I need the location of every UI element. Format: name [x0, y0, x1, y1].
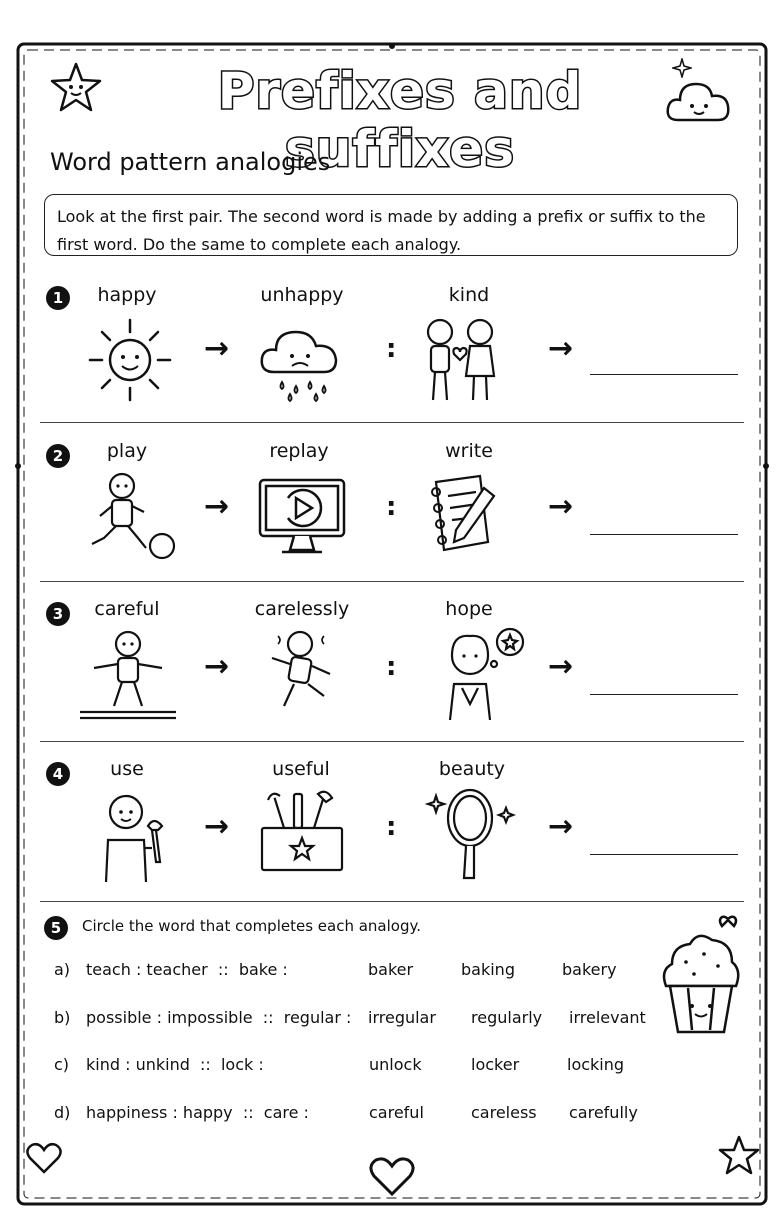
analogy-colon: : — [386, 334, 397, 364]
word-1: play — [106, 440, 148, 462]
item-letter: c) — [54, 1055, 70, 1074]
question-number: 5 — [44, 916, 68, 940]
arrow-icon: → — [204, 809, 230, 844]
answer-blank[interactable] — [590, 374, 738, 375]
girl-balancing-icon — [80, 626, 176, 722]
option-word[interactable]: careless — [471, 1103, 537, 1122]
rain-cloud-icon — [254, 310, 350, 406]
item-letter: b) — [54, 1008, 71, 1027]
option-word[interactable]: locker — [471, 1055, 520, 1074]
option-word[interactable]: baker — [368, 960, 414, 979]
word-2: unhappy — [260, 284, 344, 306]
option-word[interactable]: locking — [567, 1055, 625, 1074]
item-prompt: kind : unkind :: lock : — [86, 1055, 264, 1074]
item-letter: a) — [54, 960, 71, 979]
boy-kicking-ball-icon — [84, 468, 180, 564]
heart-icon — [368, 1154, 416, 1198]
word-3: kind — [448, 284, 490, 306]
girl-hoping-icon — [430, 624, 526, 720]
part5-instruction: Circle the word that completes each analogy. — [82, 917, 421, 935]
question-number: 4 — [46, 762, 70, 786]
kids-holding-heart-icon — [412, 310, 508, 406]
cupcake-icon — [658, 914, 744, 1036]
arrow-icon: → — [548, 489, 574, 524]
word-2: replay — [269, 440, 329, 462]
girl-tripping-icon — [254, 626, 350, 722]
answer-blank[interactable] — [590, 694, 738, 695]
word-1: use — [110, 758, 144, 780]
row-divider — [40, 581, 744, 582]
arrow-icon: → — [204, 649, 230, 684]
analogy-colon: : — [386, 812, 397, 842]
arrow-icon: → — [204, 489, 230, 524]
page-subtitle: Word pattern analogies — [50, 148, 331, 176]
heart-icon — [24, 1138, 64, 1178]
question-number: 2 — [46, 444, 70, 468]
notebook-pencil-icon — [418, 468, 514, 564]
analogy-row-4 — [40, 744, 744, 902]
option-word[interactable]: unlock — [369, 1055, 422, 1074]
word-2: carelessly — [254, 598, 350, 620]
arrow-icon: → — [548, 809, 574, 844]
option-word[interactable]: careful — [369, 1103, 424, 1122]
row-divider — [40, 422, 744, 423]
replay-monitor-icon — [254, 470, 350, 566]
word-1: careful — [94, 598, 160, 620]
instructions-box: Look at the first pair. The second word is made by adding a prefix or suffix to the first word. Do the same to complete each analogy. — [44, 194, 738, 256]
analogy-row-2 — [40, 424, 744, 582]
row-divider — [40, 901, 744, 902]
item-prompt: possible : impossible :: regular : — [86, 1008, 352, 1027]
analogy-row-1 — [40, 266, 744, 424]
star-icon — [718, 1134, 760, 1176]
analogy-colon: : — [386, 492, 397, 522]
option-word[interactable]: carefully — [569, 1103, 638, 1122]
hand-mirror-icon — [424, 786, 520, 882]
word-3: write — [445, 440, 493, 462]
option-word[interactable]: regularly — [471, 1008, 543, 1027]
answer-blank[interactable] — [590, 534, 738, 535]
arrow-icon: → — [204, 331, 230, 366]
item-prompt: teach : teacher :: bake : — [86, 960, 288, 979]
word-2: useful — [272, 758, 330, 780]
sun-icon — [82, 312, 178, 408]
word-1: happy — [97, 284, 157, 306]
page-title: Prefixes and suffixes — [217, 62, 583, 178]
option-word[interactable]: irrelevant — [569, 1008, 646, 1027]
item-prompt: happiness : happy :: care : — [86, 1103, 309, 1122]
question-number: 1 — [46, 286, 70, 310]
arrow-icon: → — [548, 331, 574, 366]
star-face-icon — [48, 60, 104, 116]
word-3: hope — [445, 598, 493, 620]
answer-blank[interactable] — [590, 854, 738, 855]
arrow-icon: → — [548, 649, 574, 684]
option-word[interactable]: baking — [461, 960, 515, 979]
option-word[interactable]: bakery — [562, 960, 617, 979]
item-letter: d) — [54, 1103, 71, 1122]
row-divider — [40, 741, 744, 742]
toolbox-icon — [254, 788, 350, 884]
boy-with-wrench-icon — [86, 786, 182, 882]
word-3: beauty — [438, 758, 506, 780]
analogy-colon: : — [386, 652, 397, 682]
analogy-row-3 — [40, 584, 744, 742]
question-number: 3 — [46, 602, 70, 626]
option-word[interactable]: irregular — [368, 1008, 436, 1027]
